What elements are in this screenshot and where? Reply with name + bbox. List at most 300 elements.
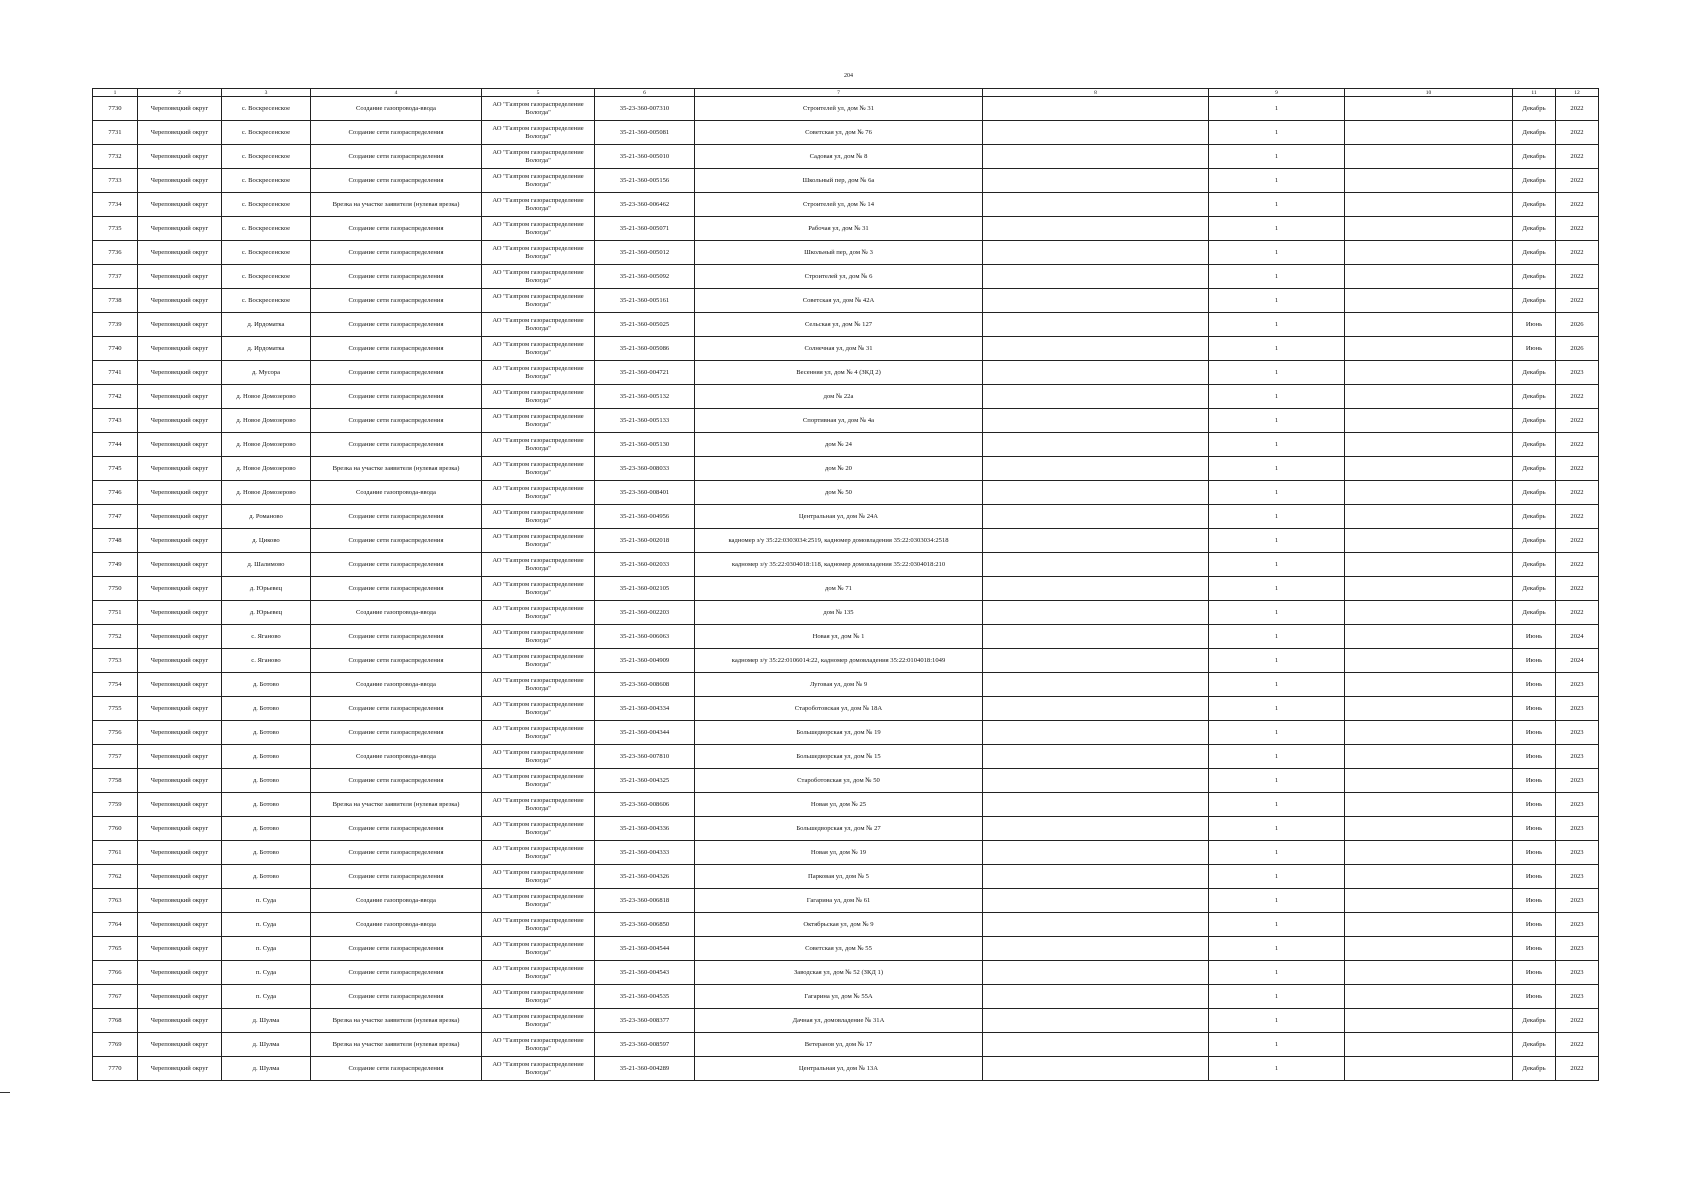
quantity-cell: 1 <box>1209 985 1345 1009</box>
empty-cell <box>1345 241 1513 265</box>
settlement-cell: с. Воскресенское <box>222 169 311 193</box>
work-type-cell: Создание сети газораспределения <box>311 985 482 1009</box>
empty-cell <box>983 529 1209 553</box>
row-number-cell: 7738 <box>93 289 138 313</box>
district-cell: Череповецкий округ <box>138 865 222 889</box>
column-number: 2 <box>138 89 222 97</box>
empty-cell <box>983 865 1209 889</box>
table-row <box>93 361 1599 385</box>
address-cell: Гагарина ул, дом № 61 <box>695 889 983 913</box>
district-cell: Череповецкий округ <box>138 649 222 673</box>
month-cell: Декабрь <box>1513 577 1556 601</box>
organization-cell: АО "Газпром газораспределение Вологда" <box>482 1057 595 1081</box>
district-cell: Череповецкий округ <box>138 433 222 457</box>
settlement-cell: с. Яганово <box>222 649 311 673</box>
organization-cell: АО "Газпром газораспределение Вологда" <box>482 889 595 913</box>
table-row <box>93 937 1599 961</box>
work-type-cell: Врезка на участке заявителя (нулевая врезка) <box>311 793 482 817</box>
application-id-cell: 35-21-360-005156 <box>595 169 695 193</box>
settlement-cell: д. Ботово <box>222 817 311 841</box>
column-number-row <box>93 89 1599 97</box>
year-cell: 2022 <box>1556 193 1599 217</box>
quantity-cell: 1 <box>1209 409 1345 433</box>
empty-cell <box>1345 145 1513 169</box>
quantity-cell: 1 <box>1209 961 1345 985</box>
empty-cell <box>983 385 1209 409</box>
district-cell: Череповецкий округ <box>138 193 222 217</box>
organization-cell: АО "Газпром газораспределение Вологда" <box>482 505 595 529</box>
year-cell: 2023 <box>1556 913 1599 937</box>
application-id-cell: 35-21-360-005092 <box>595 265 695 289</box>
quantity-cell: 1 <box>1209 865 1345 889</box>
district-cell: Череповецкий округ <box>138 217 222 241</box>
empty-cell <box>983 337 1209 361</box>
district-cell: Череповецкий округ <box>138 625 222 649</box>
empty-cell <box>983 577 1209 601</box>
organization-cell: АО "Газпром газораспределение Вологда" <box>482 841 595 865</box>
column-number: 1 <box>93 89 138 97</box>
year-cell: 2022 <box>1556 577 1599 601</box>
organization-cell: АО "Газпром газораспределение Вологда" <box>482 313 595 337</box>
table-row <box>93 793 1599 817</box>
application-id-cell: 35-21-360-004543 <box>595 961 695 985</box>
table-row <box>93 241 1599 265</box>
settlement-cell: д. Ботово <box>222 865 311 889</box>
month-cell: Декабрь <box>1513 1009 1556 1033</box>
table-row <box>93 745 1599 769</box>
empty-cell <box>1345 1033 1513 1057</box>
row-number-cell: 7743 <box>93 409 138 433</box>
application-id-cell: 35-21-360-002033 <box>595 553 695 577</box>
settlement-cell: д. Романово <box>222 505 311 529</box>
quantity-cell: 1 <box>1209 913 1345 937</box>
empty-cell <box>983 193 1209 217</box>
application-id-cell: 35-23-360-008597 <box>595 1033 695 1057</box>
district-cell: Череповецкий округ <box>138 937 222 961</box>
address-cell: Строителей ул, дом № 14 <box>695 193 983 217</box>
settlement-cell: д. Юрьевец <box>222 601 311 625</box>
district-cell: Череповецкий округ <box>138 457 222 481</box>
table-row <box>93 337 1599 361</box>
empty-cell <box>1345 169 1513 193</box>
table-row <box>93 385 1599 409</box>
quantity-cell: 1 <box>1209 313 1345 337</box>
row-number-cell: 7763 <box>93 889 138 913</box>
month-cell: Июнь <box>1513 673 1556 697</box>
empty-cell <box>1345 793 1513 817</box>
empty-cell <box>1345 769 1513 793</box>
work-type-cell: Создание сети газораспределения <box>311 721 482 745</box>
application-id-cell: 35-23-360-008033 <box>595 457 695 481</box>
address-cell: Большедворская ул, дом № 19 <box>695 721 983 745</box>
settlement-cell: д. Ботово <box>222 769 311 793</box>
settlement-cell: д. Новое Домозерово <box>222 409 311 433</box>
empty-cell <box>1345 625 1513 649</box>
table-row <box>93 985 1599 1009</box>
month-cell: Июнь <box>1513 865 1556 889</box>
row-number-cell: 7739 <box>93 313 138 337</box>
year-cell: 2022 <box>1556 217 1599 241</box>
organization-cell: АО "Газпром газораспределение Вологда" <box>482 481 595 505</box>
row-number-cell: 7732 <box>93 145 138 169</box>
settlement-cell: д. Новое Домозерово <box>222 385 311 409</box>
district-cell: Череповецкий округ <box>138 817 222 841</box>
work-type-cell: Создание сети газораспределения <box>311 529 482 553</box>
quantity-cell: 1 <box>1209 385 1345 409</box>
empty-cell <box>983 361 1209 385</box>
quantity-cell: 1 <box>1209 169 1345 193</box>
month-cell: Декабрь <box>1513 601 1556 625</box>
district-cell: Череповецкий округ <box>138 529 222 553</box>
month-cell: Декабрь <box>1513 145 1556 169</box>
organization-cell: АО "Газпром газораспределение Вологда" <box>482 241 595 265</box>
application-id-cell: 35-21-360-002105 <box>595 577 695 601</box>
month-cell: Декабрь <box>1513 553 1556 577</box>
year-cell: 2022 <box>1556 145 1599 169</box>
organization-cell: АО "Газпром газораспределение Вологда" <box>482 1033 595 1057</box>
district-cell: Череповецкий округ <box>138 385 222 409</box>
year-cell: 2023 <box>1556 985 1599 1009</box>
row-number-cell: 7730 <box>93 97 138 121</box>
quantity-cell: 1 <box>1209 121 1345 145</box>
organization-cell: АО "Газпром газораспределение Вологда" <box>482 193 595 217</box>
row-number-cell: 7764 <box>93 913 138 937</box>
district-cell: Череповецкий округ <box>138 337 222 361</box>
district-cell: Череповецкий округ <box>138 265 222 289</box>
empty-cell <box>983 481 1209 505</box>
quantity-cell: 1 <box>1209 553 1345 577</box>
empty-cell <box>983 697 1209 721</box>
application-id-cell: 35-21-360-005130 <box>595 433 695 457</box>
quantity-cell: 1 <box>1209 505 1345 529</box>
address-cell: Строителей ул, дом № 6 <box>695 265 983 289</box>
empty-cell <box>1345 409 1513 433</box>
empty-cell <box>1345 937 1513 961</box>
empty-cell <box>1345 889 1513 913</box>
settlement-cell: д. Ирдоматка <box>222 313 311 337</box>
application-id-cell: 35-21-360-004325 <box>595 769 695 793</box>
month-cell: Июнь <box>1513 745 1556 769</box>
address-cell: Новая ул, дом № 19 <box>695 841 983 865</box>
empty-cell <box>1345 961 1513 985</box>
district-cell: Череповецкий округ <box>138 697 222 721</box>
organization-cell: АО "Газпром газораспределение Вологда" <box>482 769 595 793</box>
table-row <box>93 121 1599 145</box>
settlement-cell: д. Шалимово <box>222 553 311 577</box>
empty-cell <box>983 121 1209 145</box>
year-cell: 2023 <box>1556 697 1599 721</box>
month-cell: Декабрь <box>1513 1033 1556 1057</box>
row-number-cell: 7754 <box>93 673 138 697</box>
month-cell: Июнь <box>1513 985 1556 1009</box>
empty-cell <box>983 1033 1209 1057</box>
year-cell: 2022 <box>1556 1009 1599 1033</box>
address-cell: Новая ул, дом № 25 <box>695 793 983 817</box>
district-cell: Череповецкий округ <box>138 121 222 145</box>
empty-cell <box>1345 97 1513 121</box>
month-cell: Июнь <box>1513 625 1556 649</box>
table-row <box>93 313 1599 337</box>
empty-cell <box>1345 577 1513 601</box>
application-id-cell: 35-21-360-004344 <box>595 721 695 745</box>
work-type-cell: Создание сети газораспределения <box>311 577 482 601</box>
organization-cell: АО "Газпром газораспределение Вологда" <box>482 601 595 625</box>
table-row <box>93 625 1599 649</box>
address-cell: кадномер з/у 35:22:0106014:22, кадномер домовладения 35:22:0104018:1049 <box>695 649 983 673</box>
table-row <box>93 721 1599 745</box>
empty-cell <box>1345 985 1513 1009</box>
empty-cell <box>983 721 1209 745</box>
row-number-cell: 7758 <box>93 769 138 793</box>
row-number-cell: 7757 <box>93 745 138 769</box>
work-type-cell: Создание сети газораспределения <box>311 121 482 145</box>
settlement-cell: с. Воскресенское <box>222 217 311 241</box>
address-cell: дом № 71 <box>695 577 983 601</box>
month-cell: Июнь <box>1513 817 1556 841</box>
table-row <box>93 649 1599 673</box>
month-cell: Июнь <box>1513 697 1556 721</box>
year-cell: 2023 <box>1556 769 1599 793</box>
district-cell: Череповецкий округ <box>138 769 222 793</box>
row-number-cell: 7765 <box>93 937 138 961</box>
year-cell: 2023 <box>1556 745 1599 769</box>
empty-cell <box>983 97 1209 121</box>
organization-cell: АО "Газпром газораспределение Вологда" <box>482 433 595 457</box>
column-number: 10 <box>1345 89 1513 97</box>
empty-cell <box>1345 313 1513 337</box>
settlement-cell: с. Воскресенское <box>222 121 311 145</box>
empty-cell <box>983 409 1209 433</box>
row-number-cell: 7749 <box>93 553 138 577</box>
organization-cell: АО "Газпром газораспределение Вологда" <box>482 745 595 769</box>
year-cell: 2023 <box>1556 361 1599 385</box>
row-number-cell: 7741 <box>93 361 138 385</box>
year-cell: 2022 <box>1556 457 1599 481</box>
year-cell: 2023 <box>1556 889 1599 913</box>
empty-cell <box>983 745 1209 769</box>
table-row <box>93 289 1599 313</box>
application-id-cell: 35-21-360-005010 <box>595 145 695 169</box>
address-cell: Октябрьская ул, дом № 9 <box>695 913 983 937</box>
table-row <box>93 433 1599 457</box>
organization-cell: АО "Газпром газораспределение Вологда" <box>482 217 595 241</box>
district-cell: Череповецкий округ <box>138 505 222 529</box>
empty-cell <box>1345 721 1513 745</box>
settlement-cell: п. Суда <box>222 889 311 913</box>
work-type-cell: Создание сети газораспределения <box>311 937 482 961</box>
work-type-cell: Создание сети газораспределения <box>311 697 482 721</box>
empty-cell <box>983 553 1209 577</box>
year-cell: 2022 <box>1556 1057 1599 1081</box>
empty-cell <box>1345 265 1513 289</box>
row-number-cell: 7762 <box>93 865 138 889</box>
empty-cell <box>1345 481 1513 505</box>
settlement-cell: д. Ботово <box>222 841 311 865</box>
month-cell: Июнь <box>1513 841 1556 865</box>
quantity-cell: 1 <box>1209 289 1345 313</box>
organization-cell: АО "Газпром газораспределение Вологда" <box>482 817 595 841</box>
month-cell: Июнь <box>1513 649 1556 673</box>
month-cell: Декабрь <box>1513 97 1556 121</box>
organization-cell: АО "Газпром газораспределение Вологда" <box>482 961 595 985</box>
application-id-cell: 35-23-360-008608 <box>595 673 695 697</box>
work-type-cell: Создание сети газораспределения <box>311 265 482 289</box>
row-number-cell: 7770 <box>93 1057 138 1081</box>
empty-cell <box>1345 1057 1513 1081</box>
organization-cell: АО "Газпром газораспределение Вологда" <box>482 121 595 145</box>
settlement-cell: п. Суда <box>222 937 311 961</box>
empty-cell <box>983 841 1209 865</box>
row-number-cell: 7745 <box>93 457 138 481</box>
empty-cell <box>1345 697 1513 721</box>
application-id-cell: 35-23-360-006850 <box>595 913 695 937</box>
year-cell: 2022 <box>1556 433 1599 457</box>
empty-cell <box>983 625 1209 649</box>
month-cell: Июнь <box>1513 721 1556 745</box>
organization-cell: АО "Газпром газораспределение Вологда" <box>482 985 595 1009</box>
row-number-cell: 7752 <box>93 625 138 649</box>
year-cell: 2022 <box>1556 409 1599 433</box>
empty-cell <box>983 769 1209 793</box>
table-row <box>93 817 1599 841</box>
district-cell: Череповецкий округ <box>138 961 222 985</box>
address-cell: дом № 24 <box>695 433 983 457</box>
application-id-cell: 35-21-360-004334 <box>595 697 695 721</box>
settlement-cell: д. Новое Домозерово <box>222 433 311 457</box>
application-id-cell: 35-21-360-005086 <box>595 337 695 361</box>
application-id-cell: 35-21-360-005133 <box>595 409 695 433</box>
address-cell: Советская ул, дом № 42А <box>695 289 983 313</box>
row-number-cell: 7736 <box>93 241 138 265</box>
empty-cell <box>1345 385 1513 409</box>
organization-cell: АО "Газпром газораспределение Вологда" <box>482 697 595 721</box>
district-cell: Череповецкий округ <box>138 313 222 337</box>
month-cell: Декабрь <box>1513 1057 1556 1081</box>
district-cell: Череповецкий округ <box>138 1057 222 1081</box>
year-cell: 2023 <box>1556 841 1599 865</box>
organization-cell: АО "Газпром газораспределение Вологда" <box>482 385 595 409</box>
address-cell: Садовая ул, дом № 8 <box>695 145 983 169</box>
empty-cell <box>983 937 1209 961</box>
district-cell: Череповецкий округ <box>138 985 222 1009</box>
address-cell: Рабочая ул, дом № 31 <box>695 217 983 241</box>
table-row <box>93 529 1599 553</box>
quantity-cell: 1 <box>1209 817 1345 841</box>
organization-cell: АО "Газпром газораспределение Вологда" <box>482 865 595 889</box>
year-cell: 2022 <box>1556 97 1599 121</box>
month-cell: Июнь <box>1513 769 1556 793</box>
month-cell: Декабрь <box>1513 481 1556 505</box>
organization-cell: АО "Газпром газораспределение Вологда" <box>482 625 595 649</box>
settlement-cell: п. Суда <box>222 985 311 1009</box>
column-number: 8 <box>983 89 1209 97</box>
table-row <box>93 97 1599 121</box>
organization-cell: АО "Газпром газораспределение Вологда" <box>482 937 595 961</box>
table-row <box>93 169 1599 193</box>
year-cell: 2026 <box>1556 313 1599 337</box>
year-cell: 2022 <box>1556 265 1599 289</box>
table-row <box>93 1009 1599 1033</box>
organization-cell: АО "Газпром газораспределение Вологда" <box>482 457 595 481</box>
district-cell: Череповецкий округ <box>138 1009 222 1033</box>
work-type-cell: Создание сети газораспределения <box>311 217 482 241</box>
year-cell: 2024 <box>1556 649 1599 673</box>
work-type-cell: Создание газопровода-ввода <box>311 601 482 625</box>
table-row <box>93 481 1599 505</box>
application-id-cell: 35-23-360-008377 <box>595 1009 695 1033</box>
page-number: 204 <box>844 73 853 79</box>
quantity-cell: 1 <box>1209 937 1345 961</box>
work-type-cell: Создание газопровода-ввода <box>311 673 482 697</box>
quantity-cell: 1 <box>1209 481 1345 505</box>
district-cell: Череповецкий округ <box>138 1033 222 1057</box>
address-cell: Советская ул, дом № 55 <box>695 937 983 961</box>
settlement-cell: д. Циково <box>222 529 311 553</box>
settlement-cell: с. Воскресенское <box>222 289 311 313</box>
table-row <box>93 145 1599 169</box>
column-number: 4 <box>311 89 482 97</box>
month-cell: Декабрь <box>1513 265 1556 289</box>
application-id-cell: 35-21-360-005081 <box>595 121 695 145</box>
settlement-cell: д. Ботово <box>222 697 311 721</box>
address-cell: Дачная ул, домовладение № 31А <box>695 1009 983 1033</box>
year-cell: 2022 <box>1556 241 1599 265</box>
settlement-cell: д. Ирдоматка <box>222 337 311 361</box>
year-cell: 2022 <box>1556 529 1599 553</box>
year-cell: 2023 <box>1556 865 1599 889</box>
organization-cell: АО "Газпром газораспределение Вологда" <box>482 361 595 385</box>
month-cell: Июнь <box>1513 313 1556 337</box>
month-cell: Декабрь <box>1513 433 1556 457</box>
quantity-cell: 1 <box>1209 649 1345 673</box>
address-cell: Весенняя ул, дом № 4 (ЗКД 2) <box>695 361 983 385</box>
empty-cell <box>983 673 1209 697</box>
application-id-cell: 35-21-360-004336 <box>595 817 695 841</box>
application-id-cell: 35-21-360-004721 <box>595 361 695 385</box>
quantity-cell: 1 <box>1209 769 1345 793</box>
empty-cell <box>983 169 1209 193</box>
year-cell: 2022 <box>1556 553 1599 577</box>
settlement-cell: д. Ботово <box>222 745 311 769</box>
application-id-cell: 35-23-360-007810 <box>595 745 695 769</box>
settlement-cell: д. Ботово <box>222 673 311 697</box>
empty-cell <box>983 289 1209 313</box>
table-row <box>93 265 1599 289</box>
table-row <box>93 841 1599 865</box>
organization-cell: АО "Газпром газораспределение Вологда" <box>482 409 595 433</box>
address-cell: Большедворская ул, дом № 27 <box>695 817 983 841</box>
work-type-cell: Создание сети газораспределения <box>311 337 482 361</box>
district-cell: Череповецкий округ <box>138 289 222 313</box>
settlement-cell: д. Шулма <box>222 1057 311 1081</box>
empty-cell <box>1345 745 1513 769</box>
row-number-cell: 7767 <box>93 985 138 1009</box>
organization-cell: АО "Газпром газораспределение Вологда" <box>482 529 595 553</box>
quantity-cell: 1 <box>1209 673 1345 697</box>
address-cell: Луговая ул, дом № 9 <box>695 673 983 697</box>
work-type-cell: Создание сети газораспределения <box>311 769 482 793</box>
empty-cell <box>983 217 1209 241</box>
column-number: 12 <box>1556 89 1599 97</box>
work-type-cell: Врезка на участке заявителя (нулевая врезка) <box>311 457 482 481</box>
district-cell: Череповецкий округ <box>138 913 222 937</box>
application-id-cell: 35-21-360-004909 <box>595 649 695 673</box>
empty-cell <box>983 1057 1209 1081</box>
empty-cell <box>983 505 1209 529</box>
address-cell: Солнечная ул, дом № 31 <box>695 337 983 361</box>
month-cell: Декабрь <box>1513 409 1556 433</box>
row-number-cell: 7761 <box>93 841 138 865</box>
